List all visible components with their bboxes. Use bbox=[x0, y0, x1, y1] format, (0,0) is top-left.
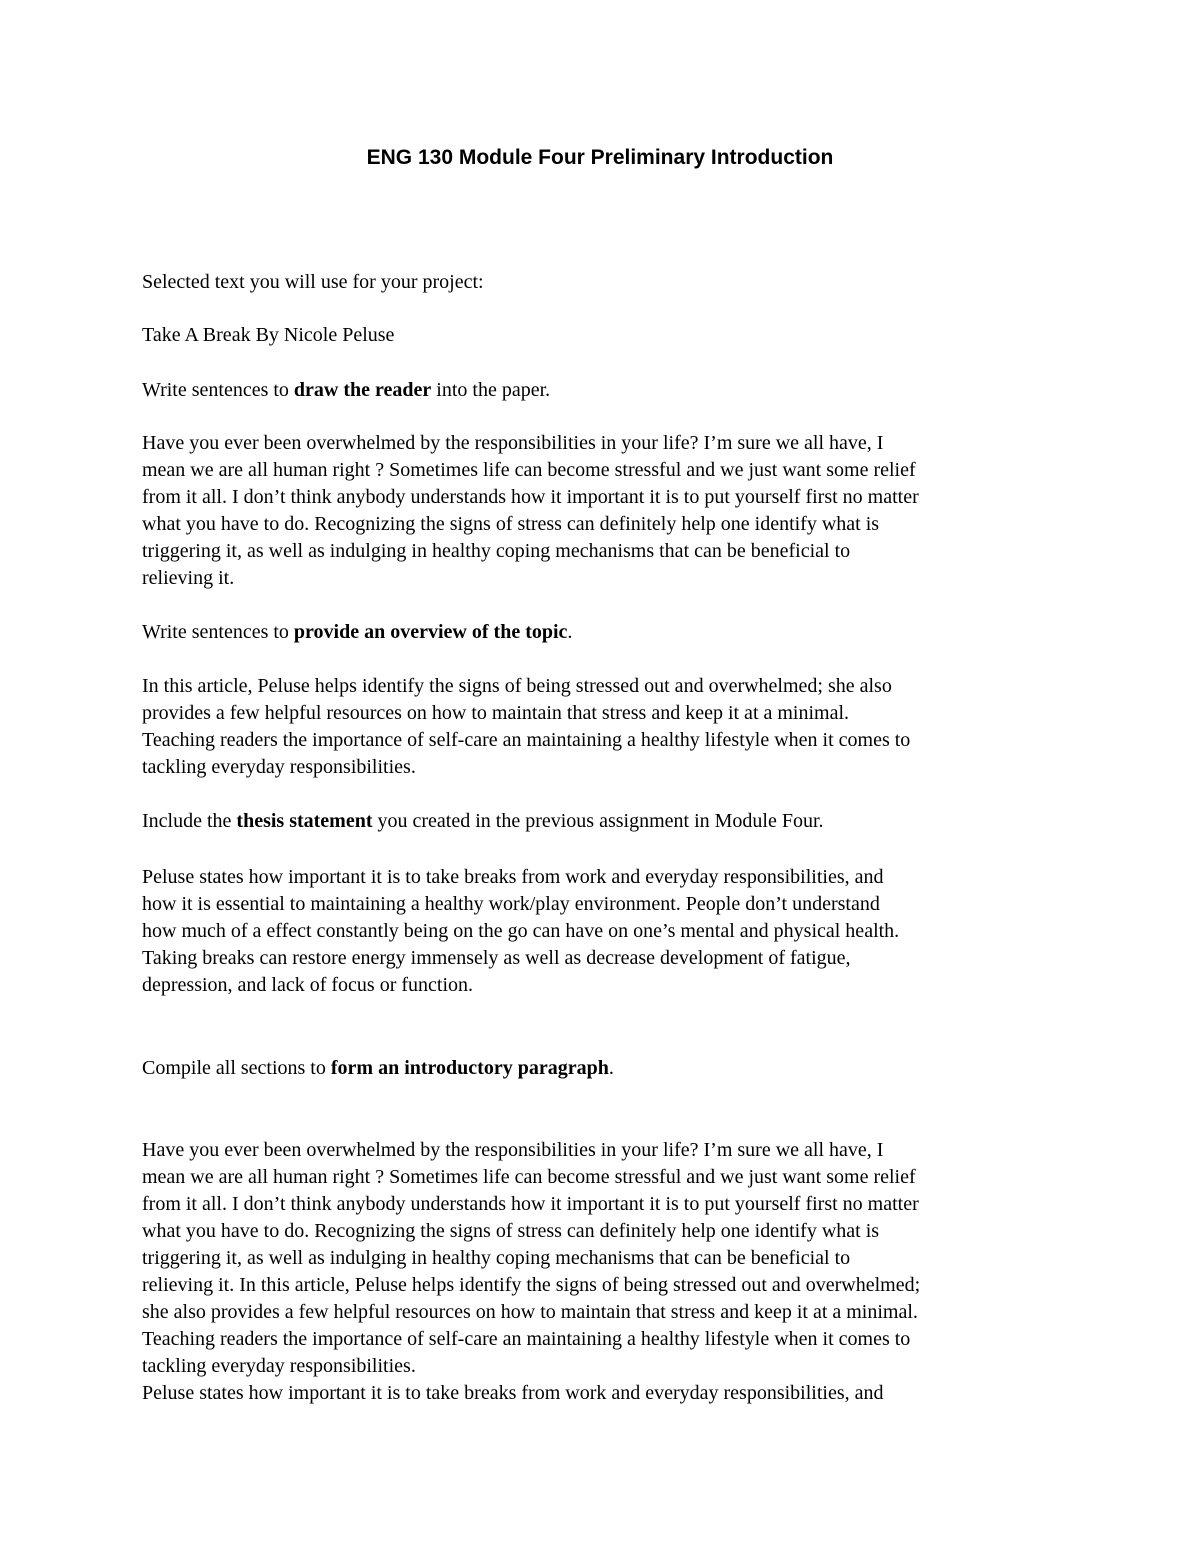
prompt-bold-text: provide an overview of the topic bbox=[293, 621, 568, 643]
paragraph-line: what you have to do. Recognizing the signs of stress can definitely help one identify what is bbox=[142, 1220, 880, 1242]
prompt-bold-text: form an introductory paragraph bbox=[330, 1057, 609, 1079]
paragraph-line: mean we are all human right ? Sometimes life can become stressful and we just want some relief bbox=[142, 1166, 916, 1188]
paragraph-line: Have you ever been overwhelmed by the responsibilities in your life? I’m sure we all have, I bbox=[142, 1139, 884, 1161]
paragraph-line: tackling everyday responsibilities. bbox=[142, 756, 416, 778]
document-title: ENG 130 Module Four Preliminary Introduction bbox=[366, 146, 834, 169]
prompt-text: you created in the previous assignment in Module Four. bbox=[372, 810, 824, 832]
paragraph-line: Peluse states how important it is to take breaks from work and everyday responsibilities, and bbox=[142, 866, 884, 888]
prompt-bold-text: thesis statement bbox=[236, 810, 373, 832]
selected-text-value: Take A Break By Nicole Peluse bbox=[142, 324, 395, 346]
selected-text-label: Selected text you will use for your project: bbox=[142, 271, 484, 293]
prompt-text: into the paper. bbox=[431, 379, 551, 401]
paragraph-line: what you have to do. Recognizing the signs of stress can definitely help one identify what is bbox=[142, 513, 880, 535]
paragraph-line: In this article, Peluse helps identify the signs of being stressed out and overwhelmed; she also bbox=[142, 675, 892, 697]
prompt-text: . bbox=[608, 1057, 614, 1079]
paragraph-line: from it all. I don’t think anybody understands how it important it is to put yourself first no matter bbox=[142, 1193, 919, 1215]
prompt-overview bbox=[142, 619, 1062, 646]
paragraph-line: tackling everyday responsibilities. bbox=[142, 1355, 416, 1377]
paragraph-line: triggering it, as well as indulging in healthy coping mechanisms that can be beneficial to bbox=[142, 540, 851, 562]
paragraph-line: relieving it. bbox=[142, 567, 235, 589]
prompt-bold-text: draw the reader bbox=[293, 379, 432, 401]
paragraph-line: depression, and lack of focus or function. bbox=[142, 974, 474, 996]
paragraph-line: Have you ever been overwhelmed by the responsibilities in your life? I’m sure we all have, I bbox=[142, 432, 884, 454]
compiled-paragraph bbox=[142, 1137, 1062, 1407]
paragraph-line: Peluse states how important it is to take breaks from work and everyday responsibilities, and bbox=[142, 1382, 884, 1404]
prompt-text: Compile all sections to bbox=[142, 1057, 331, 1079]
thesis-paragraph bbox=[142, 864, 1062, 999]
paragraph-line: Teaching readers the importance of self-care an maintaining a healthy lifestyle when it comes to bbox=[142, 729, 911, 751]
overview-paragraph bbox=[142, 673, 1062, 781]
draw-reader-paragraph bbox=[142, 430, 1062, 592]
prompt-text: Include the bbox=[142, 810, 237, 832]
prompt-thesis bbox=[142, 808, 1062, 835]
prompt-text: Write sentences to bbox=[142, 379, 294, 401]
paragraph-line: how much of a effect constantly being on the go can have on one’s mental and physical health. bbox=[142, 920, 900, 942]
paragraph-line: mean we are all human right ? Sometimes life can become stressful and we just want some relief bbox=[142, 459, 916, 481]
paragraph-line: provides a few helpful resources on how to maintain that stress and keep it at a minimal. bbox=[142, 702, 850, 724]
prompt-text: Write sentences to bbox=[142, 621, 294, 643]
paragraph-line: she also provides a few helpful resources on how to maintain that stress and keep it at a minimal. bbox=[142, 1301, 918, 1323]
paragraph-line: how it is essential to maintaining a healthy work/play environment. People don’t understand bbox=[142, 893, 880, 915]
prompt-text: . bbox=[567, 621, 573, 643]
paragraph-line: Teaching readers the importance of self-care an maintaining a healthy lifestyle when it comes to bbox=[142, 1328, 911, 1350]
prompt-compile bbox=[142, 1055, 1062, 1082]
prompt-draw-reader bbox=[142, 377, 1062, 404]
paragraph-line: triggering it, as well as indulging in healthy coping mechanisms that can be beneficial to bbox=[142, 1247, 851, 1269]
paragraph-line: Taking breaks can restore energy immensely as well as decrease development of fatigue, bbox=[142, 947, 851, 969]
paragraph-line: from it all. I don’t think anybody understands how it important it is to put yourself first no matter bbox=[142, 486, 919, 508]
paragraph-line: relieving it. In this article, Peluse helps identify the signs of being stressed out and overwhelmed; bbox=[142, 1274, 921, 1296]
